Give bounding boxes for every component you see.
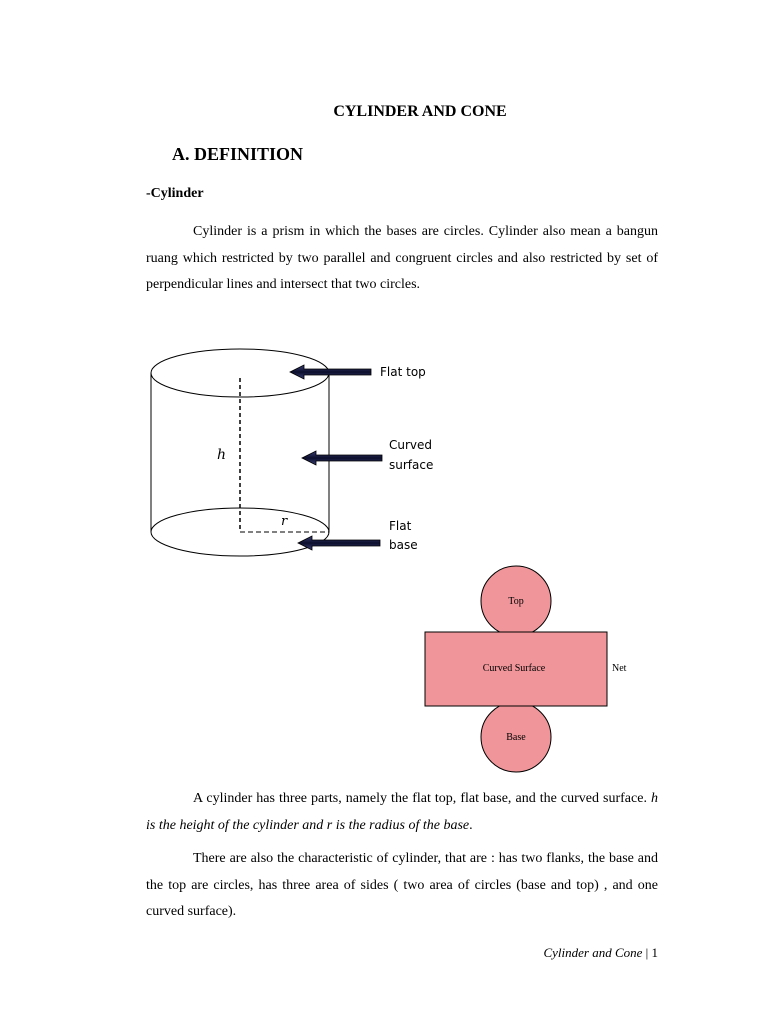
curved-surface-label-line1: Curved (389, 438, 433, 452)
paragraph-parts-end: . (469, 817, 473, 833)
net-side-label: Net (612, 663, 627, 674)
page-footer (440, 945, 658, 961)
arrow-flat-top (290, 365, 371, 379)
radius-label: r (281, 514, 288, 529)
subsection-heading: -Cylinder (146, 186, 204, 201)
cylinder-shape (151, 349, 329, 556)
page-title: CYLINDER AND CONE (333, 103, 507, 120)
arrow-curved-surface (302, 451, 382, 465)
paragraph-parts (146, 786, 658, 839)
paragraph-parts-normal: A cylinder has three parts, namely the flat top, flat base, and the curved surface. (193, 791, 651, 806)
flat-base-label-line1: Flat (389, 519, 412, 533)
curved-surface-label-line2: surface (389, 458, 434, 472)
paragraph-definition: Cylinder is a prism in which the bases are circles. Cylinder also mean a bangun ruang which restricted by two parallel and congruent circles and also restricted by set of perpendicular lines and intersect that two circles. (146, 224, 658, 292)
paragraph-characteristics: There are also the characteristic of cylinder, that are : has two flanks, the base and the top are circles, has three area of sides ( two area of circles (base and top) , and one curved surface). (146, 851, 658, 919)
net-curved-surface-label: Curved Surface (482, 663, 546, 674)
net-base-label: Base (506, 732, 526, 743)
height-label: h (217, 447, 227, 463)
arrow-flat-base (298, 536, 380, 550)
net-top-label: Top (508, 596, 524, 607)
footer-separator: | (642, 945, 652, 960)
footer-title: Cylinder and Cone (543, 945, 643, 960)
footer-page-number: 1 (651, 945, 658, 960)
flat-base-label-line2: base (389, 538, 418, 552)
flat-top-label: Flat top (380, 365, 426, 379)
paragraph-parts-italic: h is the height of the cylinder and r is the radius of the base (146, 791, 658, 833)
section-heading: A. DEFINITION (172, 144, 304, 164)
